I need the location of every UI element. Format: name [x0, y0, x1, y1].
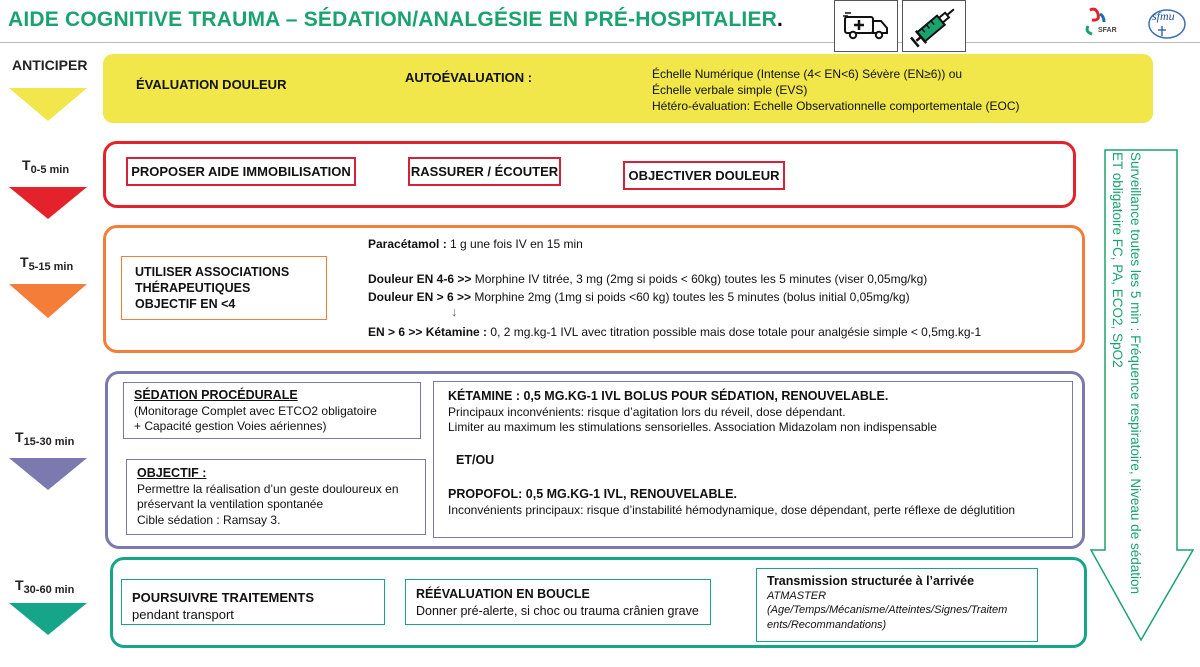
t0-panel	[103, 141, 1076, 208]
autoevaluation-label: AUTOÉVALUATION :	[405, 70, 533, 85]
surveillance-text	[1108, 152, 1144, 602]
poursuivre-box	[121, 579, 385, 625]
stage-arrow-t5	[9, 284, 87, 318]
transmission-box	[756, 568, 1038, 642]
stage-label-t0: $T_{0-5 min}$	[22, 157, 70, 176]
ketamine-line: Limiter au maximum les stimulations sensorielles. Association Midazolam non indispensable	[448, 420, 937, 434]
associations-line: THÉRAPEUTIQUES	[135, 281, 251, 295]
reevaluation-sub: Donner pré-alerte, si choc ou trauma crânien grave	[416, 604, 699, 618]
objectif-line: Cible sédation : Ramsay 3.	[137, 512, 281, 527]
transmission-line: (Age/Temps/Mécanisme/Atteintes/Signes/Traitem	[767, 604, 1008, 616]
medications-box	[433, 381, 1073, 538]
associations-line: UTILISER ASSOCIATIONS	[135, 265, 290, 279]
sedation-title: SÉDATION PROCÉDURALE	[134, 388, 298, 402]
sfmu-logo	[1140, 2, 1192, 42]
transmission-title: Transmission structurée à l’arrivée	[767, 574, 975, 588]
propofol-title: PROPOFOL: 0,5 MG.KG-1 IVL, RENOUVELABLE.	[448, 487, 737, 501]
stage-arrow-t15	[9, 458, 87, 490]
anticiper-panel	[103, 54, 1153, 123]
associations-box	[121, 256, 327, 320]
svg-text:sfmu: sfmu	[1152, 9, 1175, 23]
evaluation-douleur-label: ÉVALUATION DOULEUR	[136, 77, 287, 92]
stage-arrow-t0	[9, 187, 87, 219]
header-divider	[0, 42, 1200, 43]
sedation-line: + Capacité gestion Voies aériennes)	[134, 419, 327, 433]
syringe-icon	[902, 0, 966, 52]
t30-panel	[110, 557, 1087, 648]
poursuivre-title: POURSUIVRE TRAITEMENTS	[132, 590, 315, 605]
page-title: AIDE COGNITIVE TRAUMA – SÉDATION/ANALGÉSIE EN PRÉ-HOSPITALIER.	[8, 8, 784, 31]
paracetamol-line: Paracétamol : 1 g une fois IV en 15 min	[368, 237, 583, 251]
objectif-line: préservant la ventilation spontanée	[137, 497, 324, 511]
stage-label-t30: $T_{30-60 min}$	[15, 577, 75, 596]
t5-panel	[103, 225, 1085, 353]
scale-line: Hétéro-évaluation: Echelle Observationnelle comportementale (EOC)	[652, 99, 1020, 113]
associations-line: OBJECTIF EN <4	[135, 297, 236, 311]
surveillance-line-2: ET obligatoire FC, PA, ECO2, SpO2	[1110, 152, 1125, 368]
poursuivre-sub: pendant transport	[132, 607, 234, 622]
objectif-title: OBJECTIF :	[137, 466, 207, 480]
box-rassurer: RASSURER / ÉCOUTER	[408, 157, 561, 186]
svg-text:SFAR: SFAR	[1098, 27, 1117, 34]
ketamine-sedation-title: KÉTAMINE : 0,5 MG.KG-1 IVL BOLUS POUR SÉDATION, RENOUVELABLE.	[448, 389, 889, 403]
sedation-procedurale-box	[123, 382, 421, 439]
stage-label-t15: $T_{15-30 min}$	[15, 429, 75, 448]
reevaluation-box	[405, 579, 711, 625]
transmission-line: ATMASTER	[767, 589, 827, 602]
reevaluation-title: RÉÉVALUATION EN BOUCLE	[416, 587, 590, 601]
ambulance-icon	[834, 0, 898, 52]
transmission-line: ents/Recommandations)	[767, 618, 887, 631]
objectif-line: Permettre la réalisation d’un geste douloureux en	[137, 481, 399, 496]
box-objectiver: OBJECTIVER DOULEUR	[623, 161, 785, 190]
ketamine-line: Principaux inconvénients: risque d’agitation lors du réveil, dose dépendant.	[448, 404, 846, 419]
propofol-line: Inconvénients principaux: risque d’instabilité hémodynamique, dose dépendant, perte réflexe de déglutition	[448, 502, 1016, 517]
scales-list	[652, 66, 1020, 114]
objectif-box	[126, 459, 426, 535]
surveillance-line-1: Surveillance toutes les 5 min : Fréquence respiratoire, Niveau de sédation	[1128, 152, 1143, 594]
douleur-6-line: Douleur EN > 6 >> Morphine 2mg (1mg si poids <60 kg) toutes les 5 minutes (bolus initial 0,05mg/kg)	[368, 290, 910, 304]
et-ou-label: ET/OU	[456, 452, 495, 467]
stage-label-anticiper: ANTICIPER	[12, 57, 88, 73]
t15-panel	[105, 371, 1085, 549]
ketamine-analgesie-line: EN > 6 >> Kétamine : 0, 2 mg.kg-1 IVL avec titration possible mais dose totale pour analgésie simple < 0,5mg.kg-1	[368, 325, 982, 339]
stage-label-t5: $T_{5-15 min}$	[20, 254, 74, 273]
box-immobilisation: PROPOSER AIDE IMMOBILISATION	[126, 157, 356, 186]
douleur-4-6-line: Douleur EN 4-6 >> Morphine IV titrée, 3 mg (2mg si poids < 60kg) toutes les 5 minutes (viser 0,05mg/kg)	[368, 272, 928, 286]
stage-arrow-t30	[9, 603, 87, 635]
scale-line: Échelle Numérique (Intense (4< EN<6) Sévère (EN≥6)) ou	[652, 67, 963, 81]
stage-arrow-anticiper	[9, 88, 87, 121]
sfar-logo	[1080, 6, 1122, 40]
down-arrow-icon: ↓	[451, 304, 458, 319]
scale-line: Échelle verbale simple (EVS)	[652, 83, 808, 97]
sedation-line: (Monitorage Complet avec ETCO2 obligatoire	[134, 403, 377, 418]
